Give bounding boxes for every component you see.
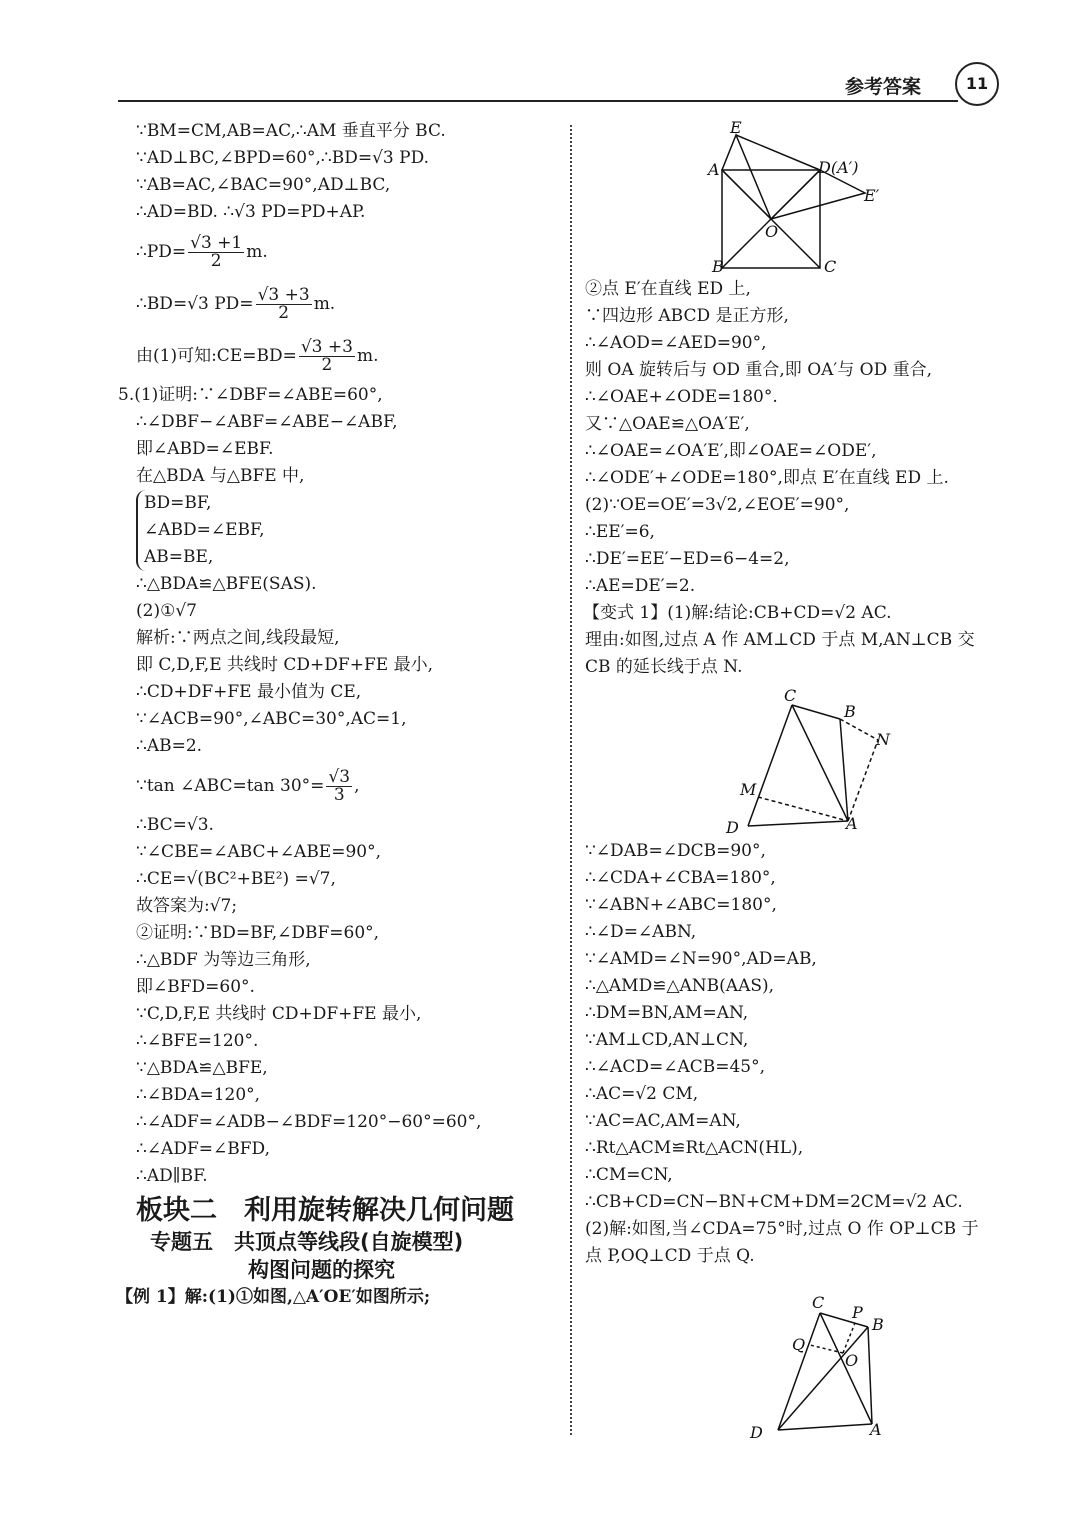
solution-line: 故答案为:√7; [136,896,238,916]
left-column [116,118,514,1311]
topic-title: 专题五 共顶点等线段(自旋模型) [150,1230,464,1254]
solution-line: ∴AC=√2 CM, [585,1084,699,1104]
solution-line: ∵AD⊥BC,∠BPD=60°,∴BD=√3 PD. [136,148,430,168]
solution-line: 点 P,OQ⊥CD 于点 Q. [585,1246,755,1266]
solution-line: ∴∠D=∠ABN, [585,922,697,942]
formula-line: ∵tan ∠ABC=tan 30°= $\frac{√3}{3}$ , [136,767,360,805]
solution-line: 即∠ABD=∠EBF. [136,439,274,459]
brace-system [136,490,514,571]
solution-line: ∴DM=BN,AM=AN, [585,1003,749,1023]
header-divider [118,100,958,102]
label-C: C [812,1293,825,1312]
label-A: A [708,160,720,179]
fraction: $\frac{√3 +1}{2}$ [190,233,243,271]
label-E: E [730,118,742,137]
solution-line: ∵∠CBE=∠ABC+∠ABE=90°, [136,842,381,862]
solution-line: ∴EE′=6, [585,522,655,542]
solution-line: ∴△AMD≌△ANB(AAS), [585,976,775,996]
solution-line: ∴AB=2. [136,736,203,756]
solution-line: ∵∠AMD=∠N=90°,AD=AB, [585,949,817,969]
label-A: A [870,1420,882,1439]
solution-line: ∵AC=AC,AM=AN, [585,1111,741,1131]
figure-quadrilateral [720,685,920,840]
label-D: D(A′) [818,158,859,177]
solution-line: ∴AD=BD. ∴√3 PD=PD+AP. [136,202,366,222]
solution-line: ∴∠OAE=∠OA′E′,即∠OAE=∠ODE′, [585,441,877,461]
fraction: $\frac{√3}{3}$ [328,767,351,805]
solution-line: ∴∠CDA+∠CBA=180°, [585,868,776,888]
solution-line: ∴AE=DE′=2. [585,576,696,596]
solution-line: ∴∠ADF=∠BFD, [136,1139,270,1159]
solution-line: ∵BM=CM,AB=AC,∴AM 垂直平分 BC. [136,121,446,141]
solution-line: ②证明:∵BD=BF,∠DBF=60°, [136,923,380,943]
fraction: $\frac{√3 +3}{2}$ [300,337,353,375]
right-column-lower [585,838,979,1270]
solution-line: 即∠BFD=60°. [136,977,255,997]
solution-line: (2)∵OE=OE′=3√2,∠EOE′=90°, [585,495,850,515]
solution-line: ∴∠ODE′+∠ODE=180°,即点 E′在直线 ED 上. [585,468,949,488]
label-E-prime: E′ [864,186,880,205]
solution-line: 解析:∵两点之间,线段最短, [136,628,340,648]
solution-line: ∴∠BDA=120°, [136,1085,261,1105]
label-D: D [726,818,739,837]
solution-line: ②点 E′在直线 ED 上, [585,279,751,299]
solution-line: 在△BDA 与△BFE 中, [136,466,305,486]
topic-subtitle: 构图问题的探究 [248,1258,395,1282]
solution-line: ∴BC=√3. [136,815,214,835]
solution-line: ∵△BDA≌△BFE, [136,1058,268,1078]
solution-line: 理由:如图,过点 A 作 AM⊥CD 于点 M,AN⊥CB 交 [585,630,975,650]
solution-line: ∴∠AOD=∠AED=90°, [585,333,767,353]
right-column [585,276,975,681]
solution-line: 【变式 1】(1)解:结论:CB+CD=√2 AC. [583,603,892,623]
solution-line: ∵C,D,F,E 共线时 CD+DF+FE 最小, [136,1004,422,1024]
solution-line: ∴∠DBF−∠ABF=∠ABE−∠ABF, [136,412,398,432]
solution-line: ∵∠DAB=∠DCB=90°, [585,841,766,861]
solution-line: ∴DE′=EE′−ED=6−4=2, [585,549,790,569]
solution-line: ∴∠BFE=120°. [136,1031,259,1051]
solution-line: ∴CB+CD=CN−BN+CM+DM=2CM=√2 AC. [585,1192,963,1212]
solution-line: (2)①√7 [136,601,197,621]
label-P: P [852,1303,863,1322]
example-line: 【例 1】解:(1)①如图,△A′OE′如图所示; [116,1287,431,1307]
label-C: C [784,686,797,705]
label-B: B [872,1315,884,1334]
label-A: A [846,814,858,833]
column-divider [570,125,572,1435]
solution-line: ∴CE=√(BC²+BE²) =√7, [136,869,336,889]
label-M: M [740,780,757,799]
label-D: D [750,1423,763,1440]
solution-line: CB 的延长线于点 N. [585,657,743,677]
solution-line: ∴∠OAE+∠ODE=180°. [585,387,778,407]
solution-line: ∴△BDF 为等边三角形, [136,950,311,970]
label-C: C [824,257,837,276]
solution-line: ∴AD∥BF. [136,1166,208,1186]
solution-line: ∴Rt△ACM≌Rt△ACN(HL), [585,1138,804,1158]
solution-line: ∴∠ACD=∠ACB=45°, [585,1057,766,1077]
solution-line: ∴CM=CN, [585,1165,673,1185]
solution-line: (2)解:如图,当∠CDA=75°时,过点 O 作 OP⊥CB 于 [585,1219,979,1239]
section-title: 板块二 利用旋转解决几何问题 [136,1195,514,1226]
header-title: 参考答案 [845,76,922,98]
solution-line: ∴CD+DF+FE 最小值为 CE, [136,682,362,702]
solution-line: ∵AM⊥CD,AN⊥CN, [585,1030,749,1050]
figure-square-rotation [700,115,900,280]
solution-line: ∴∠ADF=∠ADB−∠BDF=120°−60°=60°, [136,1112,482,1132]
label-Q: Q [792,1335,806,1354]
solution-line: ∵∠ACB=90°,∠ABC=30°,AC=1, [136,709,407,729]
solution-line: 即 C,D,F,E 共线时 CD+DF+FE 最小, [136,655,433,675]
solution-line: 则 OA 旋转后与 OD 重合,即 OA′与 OD 重合, [585,360,933,380]
solution-line: ∵AB=AC,∠BAC=90°,AD⊥BC, [136,175,391,195]
solution-line: ∵四边形 ABCD 是正方形, [585,306,789,326]
page-number: 11 [955,62,999,106]
solution-line: 5.(1)证明:∵∠DBF=∠ABE=60°, [118,385,383,405]
solution-line: 又∵△OAE≌△OA′E′, [585,414,750,434]
fraction: $\frac{√3 +3}{2}$ [257,285,310,323]
system-line: ∠ABD=∠EBF, [144,520,265,540]
formula-line: ∴BD=√3 PD= $\frac{√3 +3}{2}$ m. [136,285,336,323]
label-N: N [876,730,890,749]
system-line: AB=BE, [144,547,214,567]
system-line: BD=BF, [144,493,212,513]
label-B: B [712,257,724,276]
label-B: B [844,702,856,721]
figure-rotation-75 [740,1290,920,1440]
formula-line: ∴PD= $\frac{√3 +1}{2}$ m. [136,233,268,271]
solution-line: ∴△BDA≌△BFE(SAS). [136,574,317,594]
label-O: O [765,222,779,241]
formula-line: 由(1)可知:CE=BD= $\frac{√3 +3}{2}$ m. [136,337,379,375]
solution-line: ∵∠ABN+∠ABC=180°, [585,895,777,915]
label-O: O [845,1351,859,1370]
